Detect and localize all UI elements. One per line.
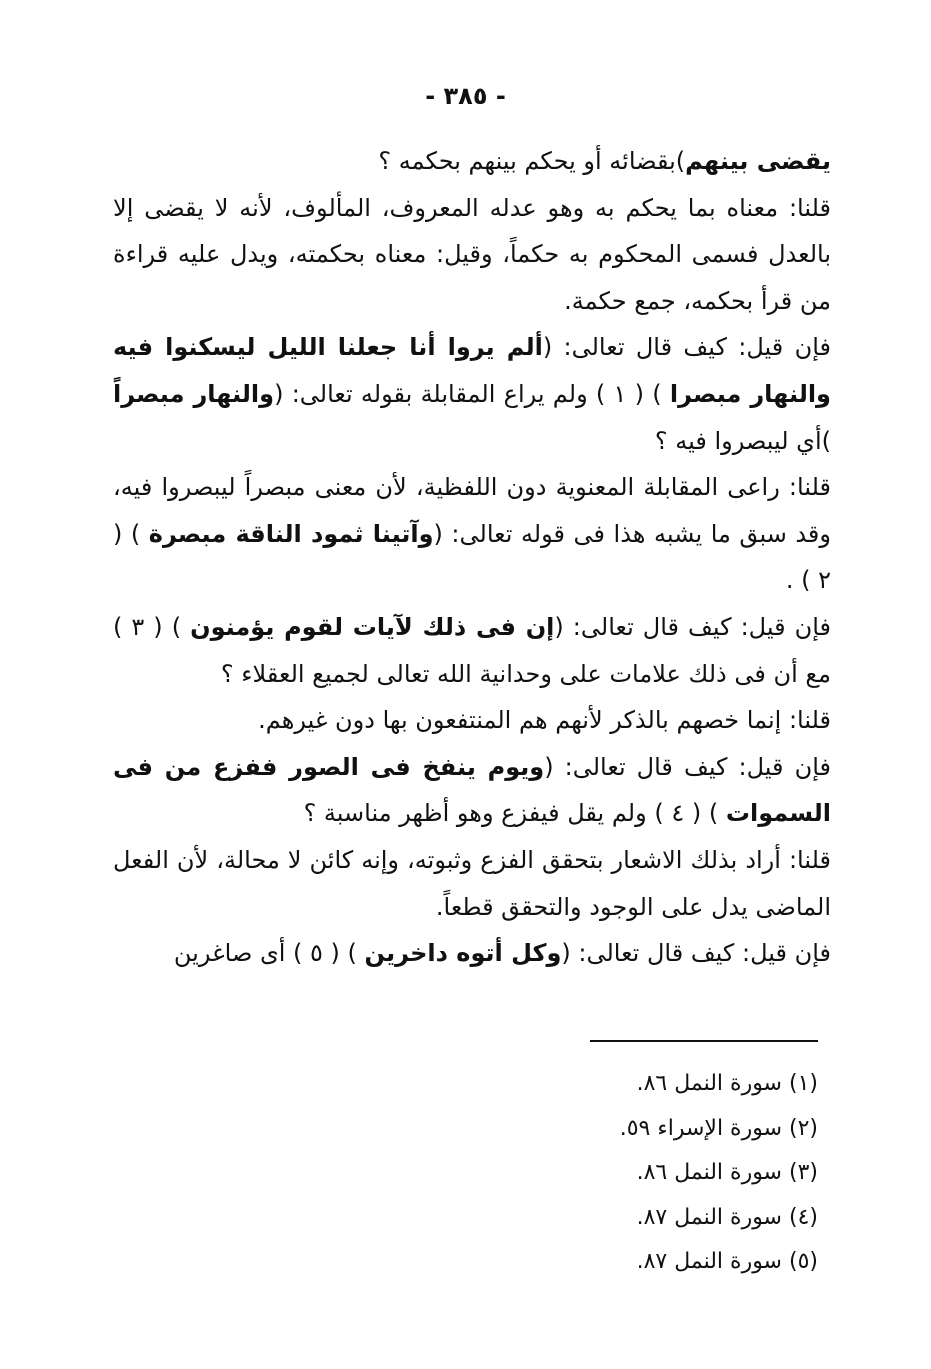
- footnote-item: (١) سورة النمل ٨٦.: [636, 1071, 818, 1096]
- text-segment: ) ( ٣ ) مع أن فى ذلك علامات على وحدانية الله تعالى لجميع العقلاء ؟: [113, 612, 831, 688]
- quran-quote: ويوم ينفخ فى الصور ففزع من فى السموات: [113, 752, 831, 828]
- paragraph: [113, 604, 831, 697]
- quran-quote: ألم يروا أنا جعلنا الليل ليسكنوا فيه والنهار مبصرا: [113, 333, 831, 408]
- text-segment: فإن قيل: كيف قال تعالى: (: [561, 939, 831, 968]
- text-segment: قلنا: راعى المقابلة المعنوية دون اللفظية، لأن معنى مبصراً ليبصروا فيه، وقد سبق ما يشبه هذا فى قوله تعالى: (: [113, 473, 831, 548]
- quran-quote: وآتينا ثمود الناقة مبصرة: [148, 519, 434, 548]
- paragraph: [113, 324, 831, 464]
- paragraph: [113, 138, 831, 185]
- text-segment: ) ( ٥ ) أى صاغرين: [173, 939, 365, 968]
- page-number: - ٣٨٥ -: [425, 82, 506, 110]
- quran-quote: إن فى ذلك لآيات لقوم يؤمنون: [190, 612, 555, 641]
- paragraph: [113, 185, 831, 325]
- text-segment: قلنا: معناه بما يحكم به وهو عدله المعروف، المألوف، لأنه لا يقضى إلا بالعدل فسمى المحكوم به حكماً، وقيل: معناه بحكمته، ويدل عليه قراءة من قرأ بحكمه، جمع حكمة.: [113, 193, 831, 315]
- footnote-item: (٤) سورة النمل ٨٧.: [636, 1204, 818, 1230]
- quran-quote: يقضى بينهم: [685, 147, 831, 175]
- text-segment: ) ( ١ ) ولم يراع المقابلة بقوله تعالى: (: [274, 379, 670, 408]
- paragraph: [113, 744, 831, 837]
- paragraph: [113, 697, 831, 744]
- text-segment: ) ( ٤ ) ولم يقل فيفزع وهو أظهر مناسبة ؟: [303, 799, 726, 828]
- text-segment: فإن قيل: كيف قال تعالى: (: [554, 612, 831, 641]
- paragraph: [113, 464, 831, 604]
- text-segment: ) ( ٢ ) .: [113, 519, 831, 595]
- paragraph: [113, 837, 831, 930]
- text-segment: فإن قيل: كيف قال تعالى: (: [542, 333, 831, 362]
- text-segment: قلنا: أراد بذلك الاشعار بتحقق الفزع وثبوته، وإنه كائن لا محالة، لأن الفعل الماضى يدل على الوجود والتحقق قطعاً.: [113, 845, 831, 921]
- footnote-item: (٢) سورة الإسراء ٥٩.: [619, 1115, 818, 1141]
- body-text: [113, 138, 831, 977]
- footnote-item: (٥) سورة النمل ٨٧.: [636, 1249, 818, 1274]
- quran-quote: والنهار مبصراً: [113, 379, 275, 408]
- text-segment: قلنا: إنما خصهم بالذكر لأنهم هم المنتفعون بها دون غيرهم.: [258, 706, 831, 735]
- text-segment: )بقضائه أو يحكم بينهم بحكمه ؟: [378, 147, 686, 175]
- text-segment: فإن قيل: كيف قال تعالى: (: [544, 752, 832, 781]
- footnotes: [418, 1062, 818, 1285]
- footnote-item: (٣) سورة النمل ٨٦.: [636, 1160, 818, 1185]
- text-segment: )أي ليبصروا فيه ؟: [654, 426, 831, 455]
- paragraph: [113, 930, 831, 977]
- quran-quote: وكل أتوه داخرين: [364, 939, 562, 968]
- footnote-divider: [590, 1040, 818, 1042]
